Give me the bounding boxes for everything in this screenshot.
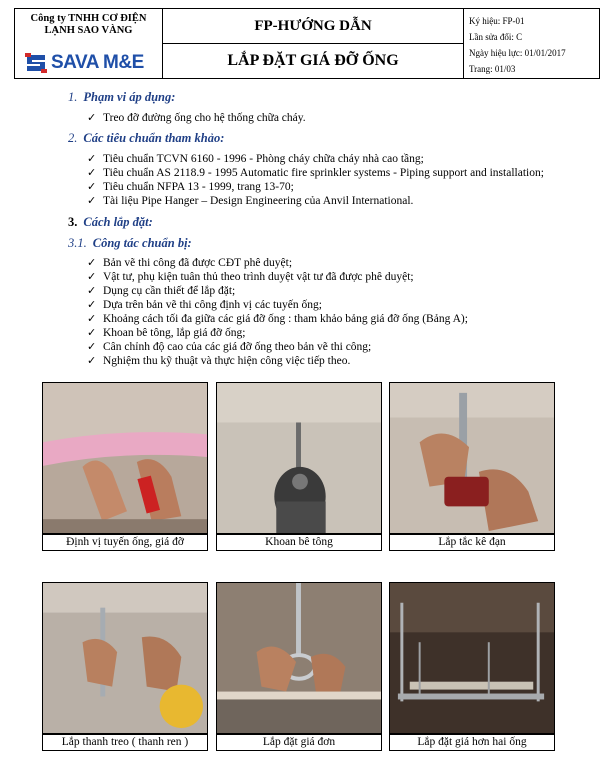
check-icon: ✓ bbox=[87, 299, 97, 311]
logo-text: SAVA M&E bbox=[51, 52, 144, 73]
doc-revision: Lần sửa đổi: C bbox=[469, 32, 523, 42]
section-1-heading bbox=[68, 90, 175, 105]
list-item-text: Khoảng cách tối đa giữa các giá đỡ ống : tham khảo bảng giá đỡ ống (Bảng A); bbox=[103, 313, 468, 325]
check-icon: ✓ bbox=[87, 327, 97, 339]
section-number: 2. bbox=[68, 131, 78, 145]
photo-caption: Lắp tắc kê đạn bbox=[389, 534, 555, 551]
check-icon: ✓ bbox=[87, 195, 97, 207]
doc-title: LẮP ĐẶT GIÁ ĐỠ ỐNG bbox=[227, 52, 399, 69]
list-item-text: Cân chỉnh độ cao của các giá đỡ ống theo bản vẽ thi công; bbox=[103, 341, 372, 353]
list-item bbox=[87, 354, 350, 367]
list-item bbox=[87, 284, 235, 297]
company-cell bbox=[15, 9, 163, 78]
list-item-text: Tiêu chuẩn AS 2118.9 - 1995 Automatic fire sprinkler systems - Piping support and installation; bbox=[103, 167, 544, 179]
photo-caption: Lắp đặt giá hơn hai ống bbox=[389, 734, 555, 751]
section-3-heading bbox=[68, 215, 153, 230]
photo-single-hanger bbox=[216, 582, 382, 734]
list-item-text: Vật tư, phụ kiện tuân thủ theo trình duyệt vật tư đã được phê duyệt; bbox=[103, 271, 414, 283]
list-item-text: Nghiệm thu kỹ thuật và thực hiện công việc tiếp theo. bbox=[103, 355, 351, 367]
list-item-text: Treo đỡ đường ống cho hệ thống chữa cháy. bbox=[103, 112, 306, 124]
section-title: Các tiêu chuẩn tham khảo: bbox=[83, 131, 225, 145]
section-number: 1. bbox=[68, 90, 78, 104]
doc-page: Trang: 01/03 bbox=[469, 64, 516, 74]
list-item-text: Bản vẽ thi công đã được CĐT phê duyệt; bbox=[103, 257, 293, 269]
list-item bbox=[87, 298, 322, 311]
photo-multi-pipe-hanger bbox=[389, 582, 555, 734]
doc-type: FP-HƯỚNG DẪN bbox=[163, 9, 463, 44]
check-icon: ✓ bbox=[87, 341, 97, 353]
title-cell bbox=[163, 9, 464, 78]
check-icon: ✓ bbox=[87, 271, 97, 283]
photo-anchor-install bbox=[389, 382, 555, 534]
list-item-text: Tiêu chuẩn TCVN 6160 - 1996 - Phòng cháy chữa cháy nhà cao tầng; bbox=[103, 153, 424, 165]
section-3-1-heading bbox=[68, 236, 192, 251]
list-item-text: Dựa trên bản vẽ thi công định vị các tuyến ống; bbox=[103, 299, 322, 311]
photo-caption: Lắp thanh treo ( thanh ren ) bbox=[42, 734, 208, 751]
list-item bbox=[87, 270, 414, 283]
company-line-1: Công ty TNHH CƠ ĐIỆN bbox=[30, 13, 147, 24]
list-item bbox=[87, 340, 371, 353]
check-icon: ✓ bbox=[87, 285, 97, 297]
check-icon: ✓ bbox=[87, 112, 97, 124]
section-title: Cách lắp đặt: bbox=[83, 215, 153, 229]
list-item bbox=[87, 256, 292, 269]
check-icon: ✓ bbox=[87, 355, 97, 367]
check-icon: ✓ bbox=[87, 153, 97, 165]
photo-caption: Khoan bê tông bbox=[216, 534, 382, 551]
section-number: 3.1. bbox=[68, 236, 87, 250]
sava-logo-icon bbox=[23, 51, 49, 75]
photo-concrete-drilling bbox=[216, 382, 382, 534]
company-line-2: LẠNH SAO VÀNG bbox=[44, 25, 133, 36]
list-item bbox=[87, 111, 306, 124]
list-item bbox=[87, 326, 245, 339]
section-title: Công tác chuẩn bị: bbox=[92, 236, 192, 250]
list-item bbox=[87, 312, 468, 325]
list-item bbox=[87, 152, 424, 165]
photo-caption: Lắp đặt giá đơn bbox=[216, 734, 382, 751]
section-2-heading bbox=[68, 131, 224, 146]
section-number: 3. bbox=[68, 215, 78, 229]
list-item bbox=[87, 166, 544, 179]
doc-code: Ký hiệu: FP-01 bbox=[469, 16, 525, 26]
company-logo bbox=[23, 51, 144, 75]
check-icon: ✓ bbox=[87, 181, 97, 193]
list-item-text: Tài liệu Pipe Hanger – Design Engineering của Anvil International. bbox=[103, 195, 414, 207]
photo-pipe-layout bbox=[42, 382, 208, 534]
document-header bbox=[14, 8, 600, 79]
photo-caption: Định vị tuyến ống, giá đỡ bbox=[42, 534, 208, 551]
list-item bbox=[87, 194, 413, 207]
list-item-text: Khoan bê tông, lắp giá đỡ ống; bbox=[103, 327, 246, 339]
meta-cell bbox=[464, 9, 599, 78]
section-title: Phạm vi áp dụng: bbox=[83, 90, 176, 104]
doc-effective-date: Ngày hiệu lực: 01/01/2017 bbox=[469, 48, 566, 58]
company-name bbox=[15, 13, 162, 37]
list-item-text: Dụng cụ cần thiết để lắp đặt; bbox=[103, 285, 236, 297]
list-item-text: Tiêu chuẩn NFPA 13 - 1999, trang 13-70; bbox=[103, 181, 294, 193]
list-item bbox=[87, 180, 294, 193]
check-icon: ✓ bbox=[87, 167, 97, 179]
photo-threaded-rod bbox=[42, 582, 208, 734]
check-icon: ✓ bbox=[87, 313, 97, 325]
check-icon: ✓ bbox=[87, 257, 97, 269]
